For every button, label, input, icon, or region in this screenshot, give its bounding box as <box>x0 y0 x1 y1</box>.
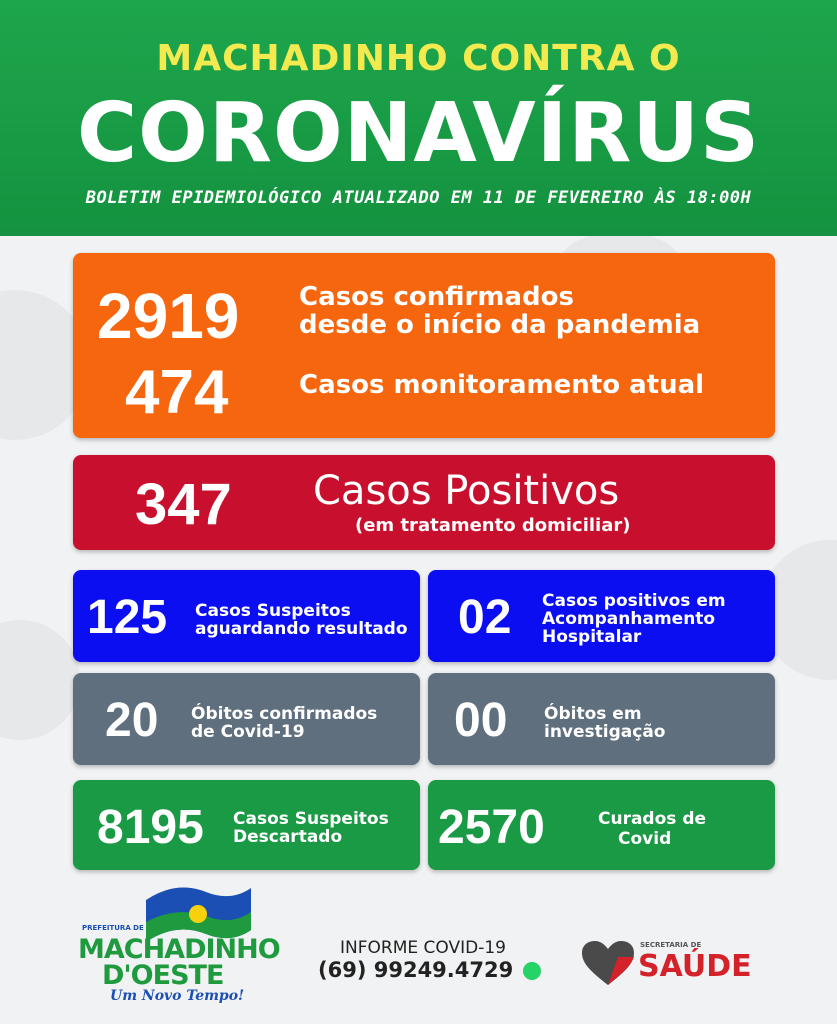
header-top-title: MACHADINHO CONTRA O <box>156 38 681 79</box>
hospital-line2: Acompanhamento <box>542 609 716 629</box>
header-subtitle: BOLETIM EPIDEMIOLÓGICO ATUALIZADO EM 11 DE FEVEREIRO ÀS 18:00H <box>85 188 752 208</box>
confirmed-value: 2919 <box>97 280 240 352</box>
suspected-panel <box>73 570 420 662</box>
cured-line2: Covid <box>618 829 672 849</box>
monitoring-value: 474 <box>125 358 229 427</box>
hospital-panel <box>428 570 775 662</box>
informe-phone <box>318 958 541 982</box>
header-banner <box>0 0 837 236</box>
discarded-line2: Descartado <box>233 827 343 847</box>
secretaria-small-text: SECRETARIA DE <box>640 941 702 949</box>
monitoring-label: Casos monitoramento atual <box>299 370 705 400</box>
phone-number: (69) 99249.4729 <box>318 958 514 982</box>
confirmed-panel <box>73 253 775 438</box>
deaths-investigation-panel <box>428 673 775 765</box>
positive-value: 347 <box>135 472 232 537</box>
logo-name-line1: MACHADINHO <box>78 934 280 965</box>
deaths-investigation-line2: investigação <box>544 722 666 742</box>
whatsapp-icon <box>523 962 541 980</box>
confirmed-label-line1: Casos confirmados <box>299 282 574 312</box>
deaths-investigation-value: 00 <box>454 694 508 747</box>
informe-label: INFORME COVID-19 <box>340 938 506 958</box>
hospital-value: 02 <box>458 591 512 644</box>
secretaria-name: SAÚDE <box>638 949 752 984</box>
positive-label: Casos Positivos <box>313 468 620 514</box>
suspected-line2: aguardando resultado <box>195 619 408 639</box>
virus-decoration <box>0 620 80 740</box>
logo-name-line2: D'OESTE <box>102 960 224 991</box>
cured-panel <box>428 780 775 870</box>
discarded-panel <box>73 780 420 870</box>
positive-panel <box>73 455 775 550</box>
deaths-panel <box>73 673 420 765</box>
suspected-value: 125 <box>87 591 168 644</box>
confirmed-label-line2: desde o início da pandemia <box>299 310 701 340</box>
secretaria-saude-logo <box>580 935 780 995</box>
discarded-value: 8195 <box>97 801 204 854</box>
cured-line1: Curados de <box>598 809 707 829</box>
heart-icon <box>580 939 636 989</box>
discarded-line1: Casos Suspeitos <box>233 809 389 829</box>
deaths-line1: Óbitos confirmados <box>191 704 378 724</box>
logo-small-text: PREFEITURA DE <box>82 924 144 932</box>
hospital-line1: Casos positivos em <box>542 591 726 611</box>
machadinho-logo <box>78 880 280 1010</box>
suspected-line1: Casos Suspeitos <box>195 601 351 621</box>
deaths-value: 20 <box>105 694 159 747</box>
cured-value: 2570 <box>438 801 545 854</box>
deaths-line2: de Covid-19 <box>191 722 305 742</box>
deaths-investigation-line1: Óbitos em <box>544 704 642 724</box>
hospital-line3: Hospitalar <box>542 627 642 647</box>
logo-slogan: Um Novo Tempo! <box>110 988 245 1004</box>
header-main-title: CORONAVÍRUS <box>76 86 760 181</box>
positive-sublabel: (em tratamento domiciliar) <box>355 515 631 536</box>
